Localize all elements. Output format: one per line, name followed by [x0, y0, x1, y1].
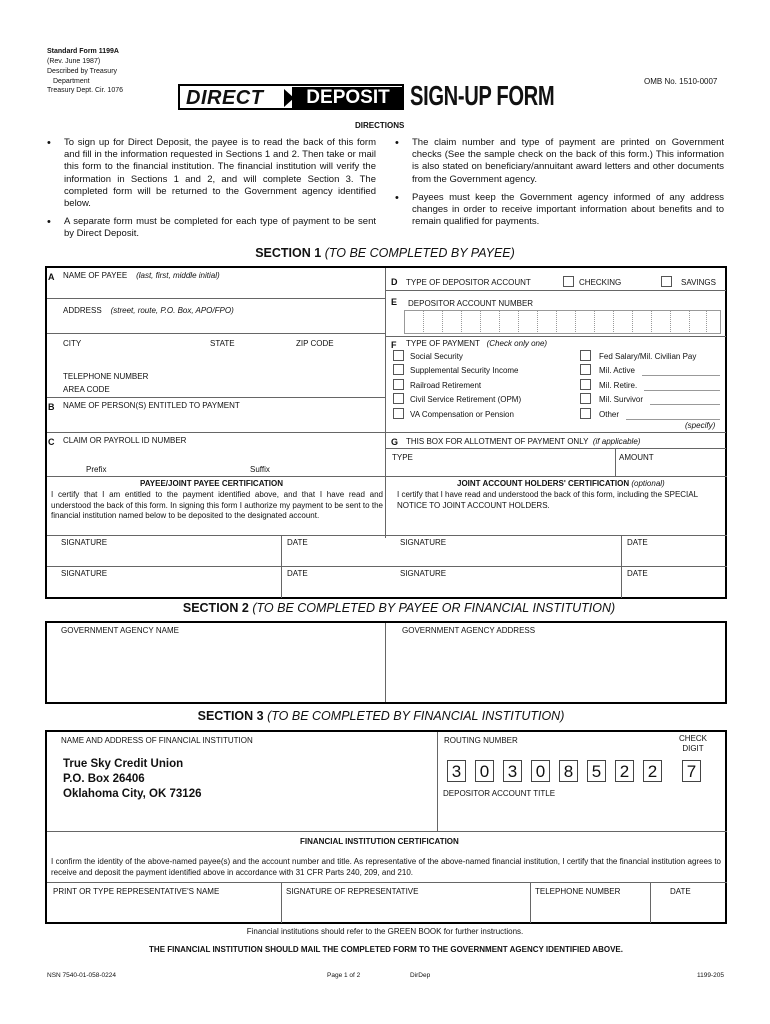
- fi-cert-text: I confirm the identity of the above-named payee(s) and the account number and title. As representative of the above-named financial institution, I certify that the financial institution agrees to receive and deposit the payment identified above in accordance with 31 CFR Parts 240, 209, and 210.: [51, 857, 721, 877]
- payment-option-label: Mil. Survivor: [599, 395, 644, 404]
- type-label: TYPE: [392, 453, 413, 462]
- zip-label: ZIP CODE: [296, 339, 334, 348]
- payment-other-checkbox[interactable]: [580, 408, 591, 419]
- payment-fed-salary-checkbox[interactable]: [580, 350, 591, 361]
- allotment-label: THIS BOX FOR ALLOTMENT OF PAYMENT ONLY (if applicable): [406, 437, 641, 446]
- routing-number-label: ROUTING NUMBER: [444, 736, 518, 745]
- form-described: Described by Treasury: [47, 68, 118, 75]
- depositor-acct-label: DEPOSITOR ACCOUNT NUMBER: [408, 299, 534, 308]
- address-label: ADDRESS (street, route, P.O. Box, APO/FPO): [63, 306, 234, 315]
- prefix-label: Prefix: [86, 465, 107, 474]
- payment-civil-service-checkbox[interactable]: [393, 393, 404, 404]
- suffix-label: Suffix: [250, 465, 270, 474]
- nsn-number: NSN 7540-01-058-0224: [47, 972, 117, 979]
- payment-social-security-checkbox[interactable]: [393, 350, 404, 361]
- directions-heading: DIRECTIONS: [355, 121, 405, 130]
- specify-label: (specify): [685, 421, 716, 430]
- joint-cert-title: JOINT ACCOUNT HOLDERS' CERTIFICATION (optional): [457, 479, 665, 488]
- fi-cert-title: FINANCIAL INSTITUTION CERTIFICATION: [300, 837, 459, 846]
- letter-d: D: [391, 277, 398, 287]
- payee-cert-title: PAYEE/JOINT PAYEE CERTIFICATION: [140, 479, 283, 488]
- payment-option-label: VA Compensation or Pension: [410, 410, 514, 419]
- amount-label: AMOUNT: [619, 453, 654, 462]
- date-label: DATE: [670, 887, 691, 896]
- name-of-payee-label: NAME OF PAYEE (last, first, middle initial): [63, 271, 220, 280]
- dirdep-code: DirDep: [410, 972, 431, 979]
- letter-c: C: [48, 437, 55, 447]
- section3-title: SECTION 3 (TO BE COMPLETED BY FINANCIAL INSTITUTION): [197, 709, 565, 723]
- routing-digit[interactable]: 3: [503, 760, 522, 782]
- print-name-label: PRINT OR TYPE REPRESENTATIVE'S NAME: [53, 887, 220, 896]
- checking-label: CHECKING: [579, 278, 622, 287]
- signature-label: SIGNATURE: [400, 538, 447, 547]
- agency-name-label: GOVERNMENT AGENCY NAME: [61, 626, 179, 635]
- sig-rep-label: SIGNATURE OF REPRESENTATIVE: [286, 887, 419, 896]
- direct-deposit-logo: [178, 84, 404, 110]
- payment-option-label: Railroad Retirement: [410, 381, 482, 390]
- form-title: SIGN-UP FORM: [410, 80, 555, 111]
- agency-address-label: GOVERNMENT AGENCY ADDRESS: [402, 626, 536, 635]
- payment-option-label: Mil. Retire.: [599, 381, 638, 390]
- payment-option-label: Fed Salary/Mil. Civilian Pay: [599, 352, 697, 361]
- payment-option-label: Mil. Active: [599, 366, 636, 375]
- letter-f: F: [391, 340, 397, 350]
- letter-e: E: [391, 297, 398, 307]
- routing-digit[interactable]: 2: [643, 760, 662, 782]
- type-payment-label: TYPE OF PAYMENT (Check only one): [406, 339, 548, 348]
- payment-option-label: Supplemental Security Income: [410, 366, 519, 375]
- section1-divider: [385, 268, 386, 538]
- city-label: CITY: [63, 339, 82, 348]
- savings-checkbox[interactable]: [661, 276, 672, 287]
- form-department: Department: [53, 78, 90, 85]
- form-number: Standard Form 1199A: [47, 48, 119, 55]
- payment-option-label: Civil Service Retirement (OPM): [410, 395, 522, 404]
- form-circular: Treasury Dept. Cir. 1076: [47, 87, 123, 94]
- direction-right-2: • Payees must keep the Government agency informed of any address changes in order to receive important information about benefits and to remain qualified for payments.: [395, 192, 724, 228]
- form-code: 1199-205: [697, 972, 724, 979]
- claim-label: CLAIM OR PAYROLL ID NUMBER: [63, 436, 187, 445]
- date-label: DATE: [627, 538, 648, 547]
- payment-mil-active-checkbox[interactable]: [580, 364, 591, 375]
- account-number-input[interactable]: [404, 310, 721, 334]
- direction-left-1: • To sign up for Direct Deposit, the payee is to read the back of this form and fill in the information requested in Sections 1 and 2. Then take or mail this form to the financial institution. The financial institution will verify the information in Sections 1 and 2, and will complete Section 3. The completed form will be returned to the Government agency identified below.: [47, 137, 376, 210]
- check-digit-label: CHECK DIGIT: [678, 734, 707, 753]
- section2-title: SECTION 2 (TO BE COMPLETED BY PAYEE OR FINANCIAL INSTITUTION): [182, 601, 616, 615]
- persons-entitled-label: NAME OF PERSON(S) ENTITLED TO PAYMENT: [63, 401, 240, 410]
- date-label: DATE: [287, 538, 308, 547]
- payee-cert-text: I certify that I am entitled to the payment identified above, and that I have read and understood the back of this form. In signing this form I authorize my payment to be sent to the financial institution named below to be deposited to the designated account.: [51, 490, 383, 521]
- fi-address-line2: Oklahoma City, OK 73126: [63, 788, 202, 800]
- area-code-label: AREA CODE: [63, 385, 110, 394]
- direction-left-2: • A separate form must be completed for each type of payment to be sent by Direct Deposit.: [47, 216, 376, 240]
- routing-digit[interactable]: 3: [447, 760, 466, 782]
- state-label: STATE: [210, 339, 235, 348]
- signature-label: SIGNATURE: [61, 538, 108, 547]
- fi-name: True Sky Credit Union: [63, 758, 184, 770]
- logo-direct-text: DIRECT: [186, 87, 264, 109]
- logo-deposit-text: DEPOSIT: [292, 87, 404, 108]
- routing-digit[interactable]: 2: [615, 760, 634, 782]
- payment-mil-survivor-checkbox[interactable]: [580, 393, 591, 404]
- payment-mil-retire-checkbox[interactable]: [580, 379, 591, 390]
- page-number: Page 1 of 2: [327, 972, 361, 979]
- fi-name-address-value[interactable]: [63, 757, 201, 802]
- letter-a: A: [48, 272, 55, 282]
- routing-digit[interactable]: 5: [587, 760, 606, 782]
- type-depositor-label: TYPE OF DEPOSITOR ACCOUNT: [406, 278, 531, 287]
- letter-g: G: [391, 437, 399, 447]
- direction-right-1: • The claim number and type of payment are printed on Government checks (See the sample check on the back of this form.) This information is also stated on beneficiary/annuitant award letters and other documents from the Government agency.: [395, 137, 724, 185]
- joint-cert-text: I certify that I have read and understood the back of this form, including the SPECIAL NOTICE TO JOINT ACCOUNT HOLDERS.: [397, 490, 698, 510]
- letter-b: B: [48, 402, 55, 412]
- check-digit-value[interactable]: 7: [682, 760, 701, 782]
- telephone-label: TELEPHONE NUMBER: [535, 887, 621, 896]
- date-label: DATE: [287, 569, 308, 578]
- signature-label: SIGNATURE: [400, 569, 447, 578]
- fi-address-line1: P.O. Box 26406: [63, 773, 145, 785]
- savings-label: SAVINGS: [681, 278, 716, 287]
- payment-option-label: Other: [599, 410, 620, 419]
- routing-digit[interactable]: 0: [531, 760, 550, 782]
- payment-option-label: Social Security: [410, 352, 463, 361]
- depositor-title-label: DEPOSITOR ACCOUNT TITLE: [443, 789, 556, 798]
- payment-ssi-checkbox[interactable]: [393, 364, 404, 375]
- date-label: DATE: [627, 569, 648, 578]
- section1-title: SECTION 1 (TO BE COMPLETED BY PAYEE): [255, 246, 515, 260]
- fi-name-address-label: NAME AND ADDRESS OF FINANCIAL INSTITUTION: [61, 736, 253, 745]
- signature-label: SIGNATURE: [61, 569, 108, 578]
- telephone-label: TELEPHONE NUMBER: [63, 372, 149, 381]
- routing-digit[interactable]: 8: [559, 760, 578, 782]
- routing-digit[interactable]: 0: [475, 760, 494, 782]
- mail-notice: THE FINANCIAL INSTITUTION SHOULD MAIL THE COMPLETED FORM TO THE GOVERNMENT AGENCY IDENTIFIED ABOVE.: [149, 945, 623, 954]
- green-book-note: Financial institutions should refer to the GREEN BOOK for further instructions.: [246, 927, 524, 936]
- payment-railroad-checkbox[interactable]: [393, 379, 404, 390]
- checking-checkbox[interactable]: [563, 276, 574, 287]
- payment-va-checkbox[interactable]: [393, 408, 404, 419]
- omb-number: OMB No. 1510-0007: [644, 77, 718, 86]
- form-rev: (Rev. June 1987): [47, 58, 101, 65]
